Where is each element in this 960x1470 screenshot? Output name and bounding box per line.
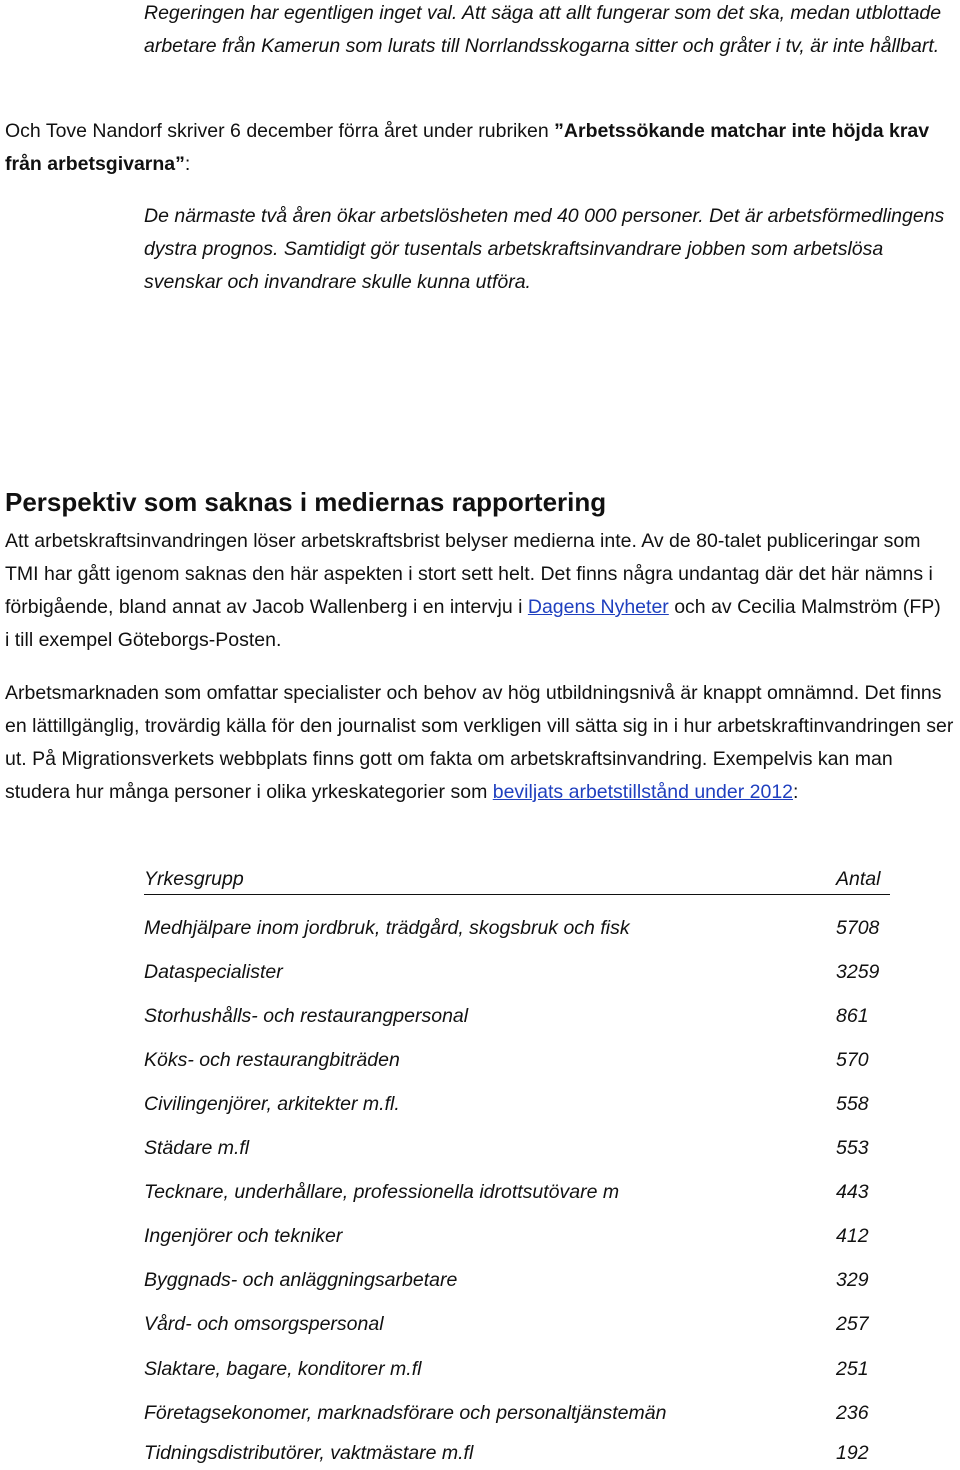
occupation-cell: Städare m.fl bbox=[144, 1137, 250, 1159]
occupation-cell: Civilingenjörer, arkitekter m.fl. bbox=[144, 1093, 400, 1115]
occupation-cell: Tecknare, underhållare, professionella idrottsutövare m bbox=[144, 1181, 620, 1203]
work-permits-2012-link[interactable]: beviljats arbetstillstånd under 2012 bbox=[492, 781, 794, 803]
para1-text-end: och av Cecilia Malmström (FP) i till exempel Göteborgs-Posten. bbox=[5, 596, 941, 651]
column-header-yrkesgrupp: Yrkesgrupp bbox=[144, 868, 244, 890]
count-cell: 251 bbox=[836, 1358, 869, 1380]
count-cell: 257 bbox=[836, 1313, 869, 1335]
table-row bbox=[144, 1309, 890, 1339]
para1-text: Att arbetskraftsinvandringen löser arbetskraftsbrist belyser medierna inte. Av de 80-talet publiceringar som TMI har gått igenom saknas den här aspekten i stort sett helt. Det finns några undantag där det här nämns i förbigående, bland annat av Jacob Wallenberg i en intervju i bbox=[5, 530, 933, 618]
table-row bbox=[144, 957, 890, 987]
para2-text: Arbetsmarknaden som omfattar specialister och behov av hög utbildningsnivå är knappt omnämnd. Det finns en lättillgänglig, trovärdig källa för den journalist som verkligen vill sätta sig in i hur arbetskraftinvandringen ser ut. På Migrationsverkets webbplats finns gott om fakta om arbetskraftsinvandring. Exempelvis kan man studera hur många personer i olika yrkeskategorier som bbox=[5, 682, 954, 803]
occupation-cell: Medhjälpare inom jordbruk, trädgård, skogsbruk och fisk bbox=[144, 917, 630, 939]
occupation-cell: Företagsekonomer, marknadsförare och personaltjänstemän bbox=[144, 1402, 667, 1424]
count-cell: 861 bbox=[836, 1005, 869, 1027]
table-row bbox=[144, 1089, 890, 1119]
body-paragraph-1 bbox=[5, 525, 950, 657]
dagens-nyheter-link[interactable]: Dagens Nyheter bbox=[527, 596, 669, 618]
count-cell: 412 bbox=[836, 1225, 869, 1247]
quoted-excerpt bbox=[144, 200, 954, 299]
occupation-cell: Dataspecialister bbox=[144, 961, 283, 983]
table-row bbox=[144, 1133, 890, 1163]
quoted-paragraph: Regeringen har egentligen inget val. Att säga att allt fungerar som det ska, medan utblottade arbetare från Kamerun som lurats till Norrlandsskogarna sitter och gråter i tv, är inte hållbart. bbox=[144, 2, 942, 57]
count-cell: 443 bbox=[836, 1181, 869, 1203]
intro-tail: : bbox=[184, 153, 191, 175]
intro-lead-text: Och Tove Nandorf skriver 6 december förra året under rubriken bbox=[5, 120, 555, 142]
intro-paragraph bbox=[5, 115, 960, 181]
count-cell: 553 bbox=[836, 1137, 869, 1159]
table-row bbox=[144, 1265, 890, 1295]
para2-text-end: : bbox=[793, 781, 799, 803]
table-row bbox=[144, 1001, 890, 1031]
count-cell: 3259 bbox=[836, 961, 880, 983]
table-row bbox=[144, 1354, 890, 1384]
occupation-cell: Storhushålls- och restaurangpersonal bbox=[144, 1005, 469, 1027]
count-cell: 558 bbox=[836, 1093, 869, 1115]
table-row bbox=[144, 1045, 890, 1075]
occupation-cell: Byggnads- och anläggningsarbetare bbox=[144, 1269, 458, 1291]
occupation-cell: Tidningsdistributörer, vaktmästare m.fl bbox=[144, 1442, 474, 1464]
occupation-cell: Vård- och omsorgspersonal bbox=[144, 1313, 384, 1335]
occupation-cell: Köks- och restaurangbiträden bbox=[144, 1049, 400, 1071]
table-row bbox=[144, 1398, 890, 1428]
count-cell: 570 bbox=[836, 1049, 869, 1071]
count-cell: 329 bbox=[836, 1269, 869, 1291]
table-row bbox=[144, 1177, 890, 1207]
occupation-cell: Slaktare, bagare, konditorer m.fl bbox=[144, 1358, 422, 1380]
table-row bbox=[144, 913, 890, 943]
article-headline: ”Arbetssökande matchar inte höjda krav från arbetsgivarna” bbox=[5, 120, 930, 175]
table-row bbox=[144, 1221, 890, 1251]
count-cell: 192 bbox=[836, 1442, 869, 1464]
count-cell: 236 bbox=[836, 1402, 869, 1424]
body-paragraph-2 bbox=[5, 677, 960, 809]
quote-sentence-2: Samtidigt gör tusentals arbetskraftsinvandrare jobben som arbetslösa svenskar och invandrare skulle kunna utföra. bbox=[144, 238, 884, 293]
section-heading: Perspektiv som saknas i mediernas rapportering bbox=[5, 487, 607, 517]
quote-sentence-1: De närmaste två åren ökar arbetslösheten med 40 000 personer. Det är arbetsförmedlingens dystra prognos. bbox=[144, 205, 945, 260]
column-header-antal: Antal bbox=[836, 868, 881, 890]
table-row bbox=[144, 1438, 890, 1468]
table-header bbox=[144, 864, 890, 895]
occupation-cell: Ingenjörer och tekniker bbox=[144, 1225, 343, 1247]
count-cell: 5708 bbox=[836, 917, 880, 939]
